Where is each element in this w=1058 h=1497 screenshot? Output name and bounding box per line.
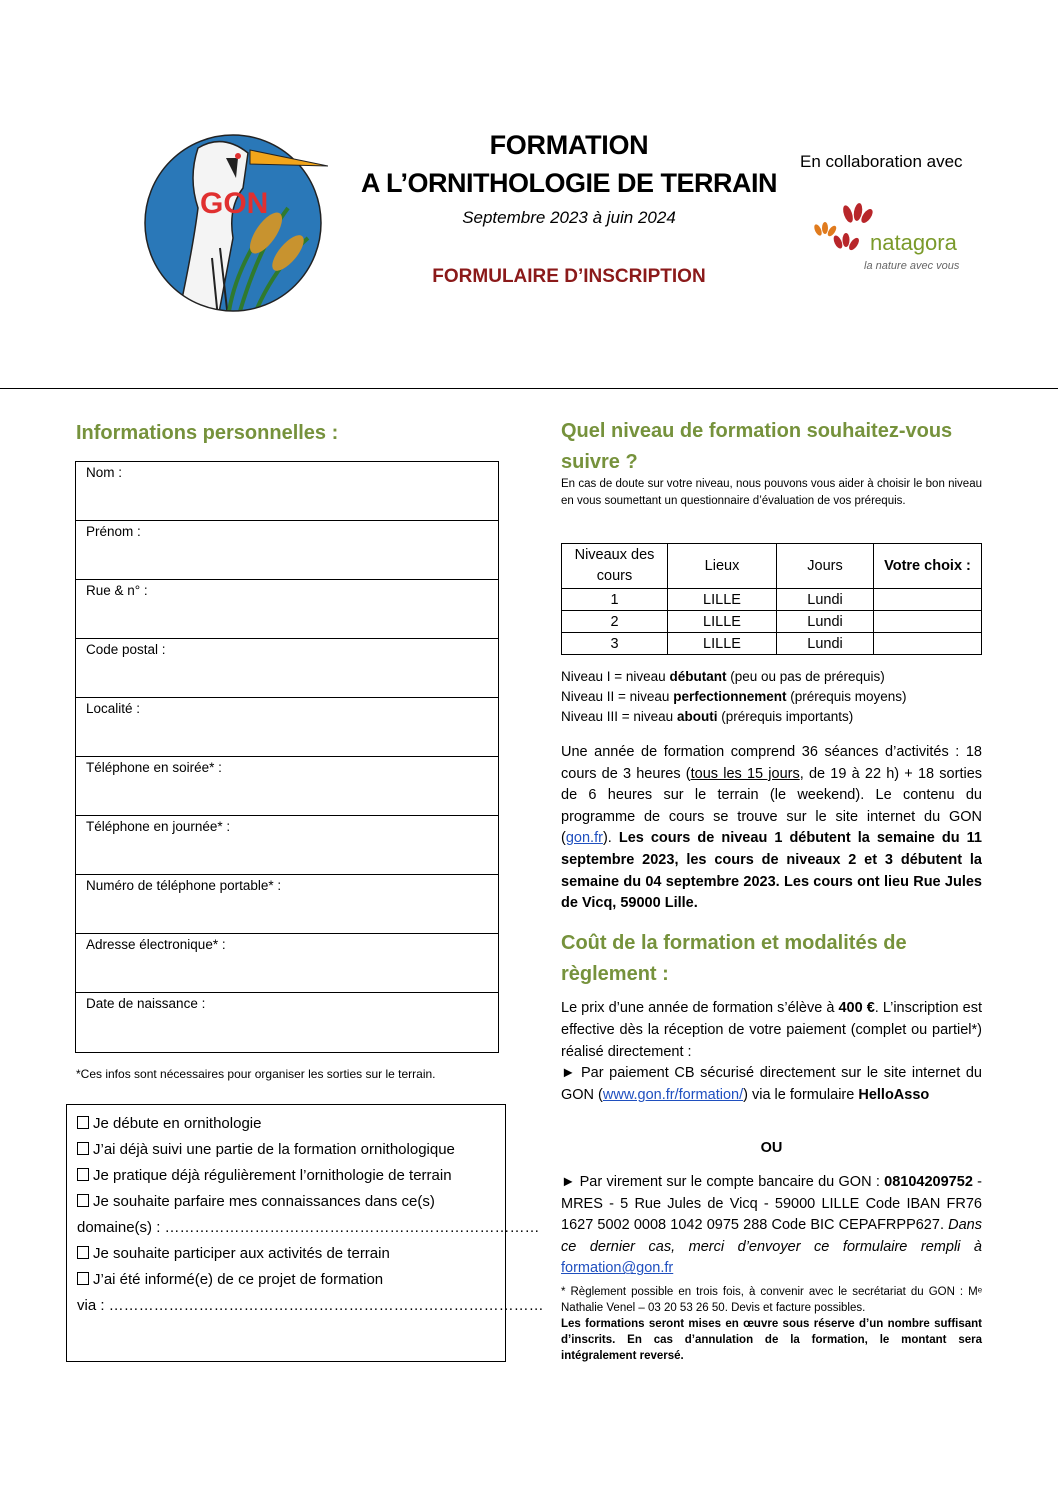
field-label: Code postal : [86, 642, 166, 657]
bank-transfer-text: ► Par virement sur le compte bancaire du GON : 08104209752 - MRES - 5 Rue Jules de Vicq - 59000 LILLE Code IBAN FR76 1627 5002 0008 1042 0975 288 Code BIC CEPAFRPP627. Dans ce dernier cas, merci d’envoyer ce formulaire rempli à formation@gon.fr [561, 1174, 983, 1277]
level-1-definition: Niveau I = niveau débutant (peu ou pas de prérequis) [561, 669, 885, 684]
field-label: Nom : [86, 465, 123, 480]
table-row: 3 LILLE Lundi [562, 633, 982, 655]
checkbox-icon[interactable] [77, 1246, 89, 1259]
field-rue[interactable] [76, 580, 498, 639]
gon-link[interactable]: gon.fr [565, 830, 603, 847]
form-title: FORMULAIRE D’INSCRIPTION [432, 266, 706, 287]
field-label: Prénom : [86, 524, 141, 539]
title-line-1: FORMATION [489, 130, 649, 160]
field-code-postal[interactable] [76, 639, 498, 698]
col-lieux: Lieux [668, 544, 777, 589]
checkbox-option[interactable]: Je souhaite participer aux activités de terrain [77, 1241, 495, 1267]
checkbox-icon[interactable] [77, 1168, 89, 1181]
via-input-line[interactable]: via : …………………………………………………………………………… [77, 1297, 544, 1314]
choice-cell[interactable] [874, 589, 982, 611]
field-tel-soiree[interactable] [76, 757, 498, 816]
gon-logo-text: GON [200, 187, 269, 220]
field-nom[interactable] [76, 462, 498, 521]
field-label: Date de naissance : [86, 996, 206, 1011]
field-tel-portable[interactable] [76, 875, 498, 934]
table-header-row [562, 544, 982, 589]
level-table [561, 543, 982, 655]
dates: Septembre 2023 à juin 2024 [462, 208, 676, 227]
domain-input-line[interactable]: domaine(s) : ………………………………………………………………… [77, 1219, 540, 1236]
price-text: Le prix d’une année de formation s’élève à 400 €. L’inscription est effective dès la réception de votre paiement (complet ou partiel*) réalisé directement : ► Par paiement CB sécurisé directement sur le site internet du GON (www.gon.fr/formation/) via le formulaire HelloAsso [561, 1000, 982, 1104]
table-row: 2 LILLE Lundi [562, 611, 982, 633]
field-label: Rue & n° : [86, 583, 148, 598]
checkbox-option[interactable]: Je pratique déjà régulièrement l’ornithologie de terrain [77, 1163, 495, 1189]
natagora-logo [812, 202, 972, 274]
or-separator: OU [760, 1140, 783, 1156]
field-localite[interactable] [76, 698, 498, 757]
col-choix: Votre choix : [874, 544, 982, 589]
collaboration-text: En collaboration avec [800, 152, 963, 171]
gon-logo [138, 128, 328, 318]
experience-checklist [66, 1104, 544, 1362]
email-link[interactable]: formation@gon.fr [561, 1260, 674, 1277]
level-doubt-text: En cas de doute sur votre niveau, nous pouvons vous aider à choisir le bon niveau en vous soumettant un questionnaire d’évaluation de vos prérequis. [561, 478, 982, 507]
personal-info-form [75, 461, 499, 1053]
personal-info-heading: Informations personnelles : [76, 422, 339, 444]
field-label: Téléphone en soirée* : [86, 760, 222, 775]
formation-link[interactable]: www.gon.fr/formation/ [602, 1087, 744, 1104]
natagora-slogan: la nature avec vous [864, 260, 960, 272]
course-description: Une année de formation comprend 36 séances d’activités : 18 cours de 3 heures (tous les 15 jours, de 19 à 22 h) + 18 sorties de 6 heures sur le terrain (le weekend). Le contenu du programme de cours se trouve sur le site internet du GON (gon.fr). Les cours de niveau 1 débutent la semaine du 11 septembre 2023, les cours de niveaux 2 et 3 débutent la semaine du 04 septembre 2023. Les cours ont lieu Rue Jules de Vicq, 59000 Lille. [561, 744, 983, 912]
checkbox-option[interactable]: Je souhaite parfaire mes connaissances dans ce(s) [77, 1189, 495, 1215]
field-label: Numéro de téléphone portable* : [86, 878, 282, 893]
level-definitions [561, 667, 982, 727]
title-line-2: A L’ORNITHOLOGIE DE TERRAIN [360, 168, 777, 198]
choice-cell[interactable] [874, 633, 982, 655]
payment-terms: * Règlement possible en trois fois, à convenir avec le secrétariat du GON : Mᵉ Nathalie Venel – 03 20 53 26 50. Devis et facture possibles. Les formations seront mises en œuvre sous réserve d’un nombre suffisant d’inscrits. En cas d’annulation de la formation, le montant sera intégralement reversé. [561, 1286, 982, 1362]
level-2-definition: Niveau II = niveau perfectionnement (prérequis moyens) [561, 689, 907, 704]
infos-note: *Ces infos sont nécessaires pour organiser les sorties sur le terrain. [76, 1067, 436, 1081]
cost-heading: Coût de la formation et modalités de règlement : [561, 932, 907, 985]
col-jours: Jours [777, 544, 874, 589]
field-email[interactable] [76, 934, 498, 993]
level-3-definition: Niveau III = niveau abouti (prérequis importants) [561, 709, 854, 724]
checkbox-icon[interactable] [77, 1272, 89, 1285]
checkbox-icon[interactable] [77, 1142, 89, 1155]
level-heading: Quel niveau de formation souhaitez-vous suivre ? [561, 420, 953, 473]
field-label: Adresse électronique* : [86, 937, 226, 952]
choice-cell[interactable] [874, 611, 982, 633]
field-label: Localité : [86, 701, 141, 716]
field-tel-journee[interactable] [76, 816, 498, 875]
checkbox-icon[interactable] [77, 1194, 89, 1207]
field-prenom[interactable] [76, 521, 498, 580]
checkbox-option[interactable]: J’ai été informé(e) de ce projet de formation [77, 1267, 495, 1293]
header-divider [0, 388, 1058, 389]
table-row: 1 LILLE Lundi [562, 589, 982, 611]
checkbox-option[interactable]: Je débute en ornithologie [77, 1111, 495, 1137]
checkbox-option[interactable]: J’ai déjà suivi une partie de la formation ornithologique [77, 1137, 495, 1163]
checkbox-icon[interactable] [77, 1116, 89, 1129]
col-niveaux: Niveaux des cours [562, 544, 668, 589]
field-label: Téléphone en journée* : [86, 819, 231, 834]
field-date-naissance[interactable] [76, 993, 498, 1052]
natagora-name: natagora [870, 230, 957, 255]
